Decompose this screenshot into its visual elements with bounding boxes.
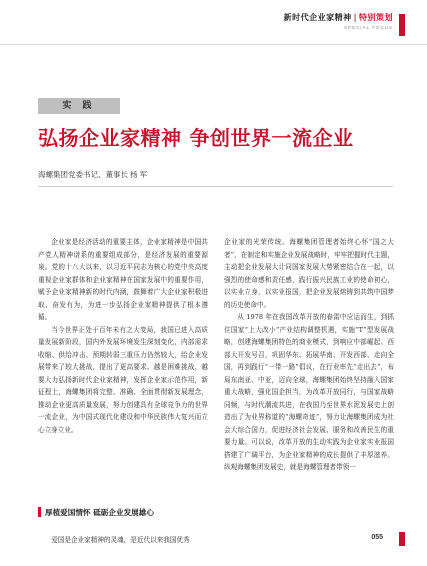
left-column <box>38 236 208 436</box>
paragraph: 从 1978 年在我国改革开放的春雷中应运而生，到抓住国家“上大改小”产业结构调整机遇，实施“T”型发展战略，创建海螺集团特色的商业模式，到响应中部崛起、西部大开发号召，巩固华东、拓展华南、开发西部、走向全国，再到践行“一带一路”倡议，在行业率先“走出去”，布局东南亚、中亚，迈向全球，海螺集团始终坚持融入国家重大战略，强化国企担当，为改革开放同行，与国家战略同频，与时代潮流共进，在我国乃至世界水泥发展史上创造出了为业界称道的“海螺奇迹”，努力让海螺集团成为社会大综合国力，促进经济社会发展、服务和改善民生的重要力量。可以说，改革开放的生动实践为企业家实业报国搭建了广阔平台，为企业家精神的成长提供了丰厚滋养。纵观海螺集团发展史，就是海螺管理者带领一 <box>224 313 394 471</box>
title-part-1: 弘扬企业家精神 <box>38 126 182 150</box>
title-divider <box>38 186 393 187</box>
author-byline: 海螺集团党委书记、董事长 杨 军 <box>38 170 148 179</box>
header-separator: | <box>353 12 357 22</box>
page-accent-bar <box>399 532 405 546</box>
article-title <box>38 122 398 151</box>
corner-accent-bar <box>399 14 405 36</box>
paragraph: 企业家是经济活动的重要主体，企业家精神是中国共产党人精神谱系的重要组成部分，是经济发展的重要源泉。党的十八大以来，以习近平同志为核心的党中央高度重视企业家群体和企业家精神在国家发展中的重要作用，赋予企业家精神新的时代内涵，鼓舞着广大企业家积极进取、奋发有为，为进一步弘扬企业家精神提供了根本遵循。 <box>38 238 208 321</box>
subheading-marker <box>38 507 41 517</box>
header-column-name: 新时代企业家精神 <box>283 12 352 22</box>
header-subtitle: SPECIAL FOCUS <box>344 25 393 30</box>
header-section-name: 特别策划 <box>359 12 393 22</box>
paragraph: 爱国是企业家精神的灵魂，是近代以来我国优秀 <box>51 536 190 544</box>
page-number: 055 <box>371 534 383 541</box>
header-title <box>284 12 393 23</box>
running-header <box>284 12 393 30</box>
section-subheading <box>38 507 154 519</box>
section-tag: 实 践 <box>38 98 120 114</box>
left-column-tail <box>38 534 208 547</box>
title-part-2: 争创世界一流企业 <box>189 126 354 150</box>
subheading-text: 厚植爱国情怀 砥砺企业发展雄心 <box>45 508 154 517</box>
right-column <box>224 236 394 474</box>
paragraph: 当今世界正处于百年未有之大变局，我国已进入高质量发展新阶段，国内外发展环境发生深刻变化，内部需求收缩、供给冲击、预期转弱三重压力仍然较大，给企业发展带来了较大挑战，提出了更高要求。越是困难挑战，越要大力弘扬新时代企业家精神，发挥企业家示范作用，新征程上，海螺集团将完整、准确、全面贯彻新发展理念，推动企业更高质量发展，努力创建具有全球竞争力的世界一流企业，为中国式现代化建设和中华民族伟大复兴而立心立身立业。 <box>38 325 208 434</box>
paragraph: 企业家的光荣传统。海螺集团管理者始终心怀“国之大者”，在制定和实施企业发展战略时，牢牢把握时代主题，主动把企业发展大计同国家发展大势紧密结合在一起，以强烈的使命感和责任感，践行振兴民族工业的使命初心，以实业立身，以实业报国，把企业发展熔铸到共筑中国梦的历史使命中。 <box>224 238 394 309</box>
header-divider <box>0 44 427 45</box>
